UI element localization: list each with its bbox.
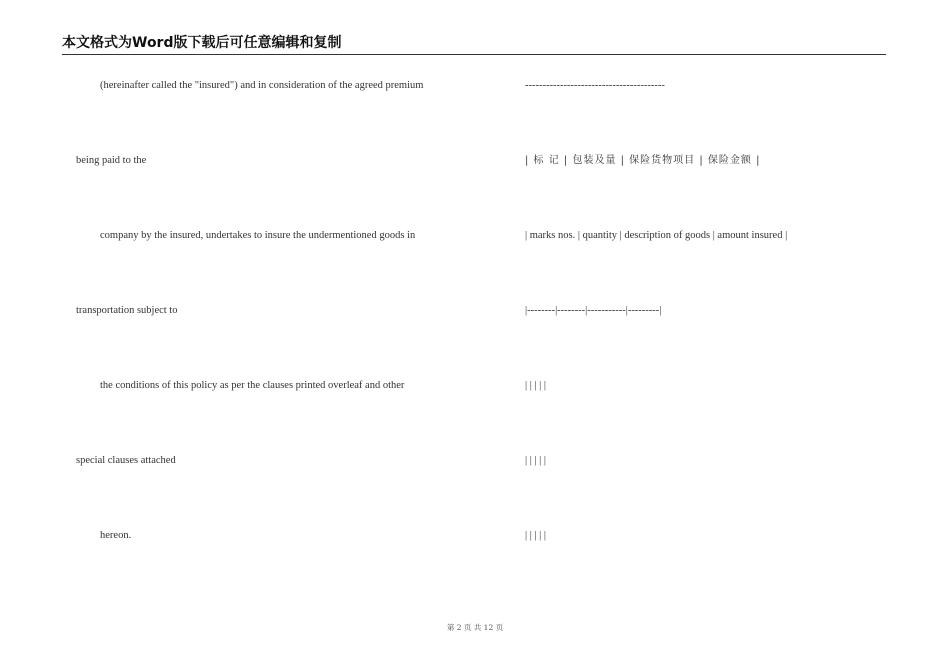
left-text-line-1: (hereinafter called the "insured") and in consideration of the agreed premium <box>100 80 424 91</box>
left-text-line-5: the conditions of this policy as per the clauses printed overleaf and other <box>100 380 405 391</box>
table-row: | | | | | <box>525 455 547 466</box>
table-top-border: ---------------------------------------- <box>525 80 665 91</box>
table-header-english: | marks nos. | quantity | description of goods | amount insured | <box>525 230 788 241</box>
table-row: | | | | | <box>525 380 547 391</box>
left-text-line-3: company by the insured, undertakes to insure the undermentioned goods in <box>100 230 416 241</box>
table-header-separator: |--------|--------|-----------|---------| <box>525 305 662 316</box>
header-title: 本文格式为Word版下载后可任意编辑和复制 <box>62 35 342 51</box>
table-row: | | | | | <box>525 530 547 541</box>
page-number-footer: 第 2 页 共 12 页 <box>446 623 504 632</box>
left-text-line-2: being paid to the <box>76 155 147 166</box>
left-text-line-7: hereon. <box>100 530 132 541</box>
page-header <box>62 34 886 55</box>
left-text-line-4: transportation subject to <box>76 305 178 316</box>
table-header-chinese: | 标 记 | 包装及量 | 保险货物项目 | 保险金额 | <box>525 155 761 166</box>
left-text-line-6: special clauses attached <box>76 455 176 466</box>
